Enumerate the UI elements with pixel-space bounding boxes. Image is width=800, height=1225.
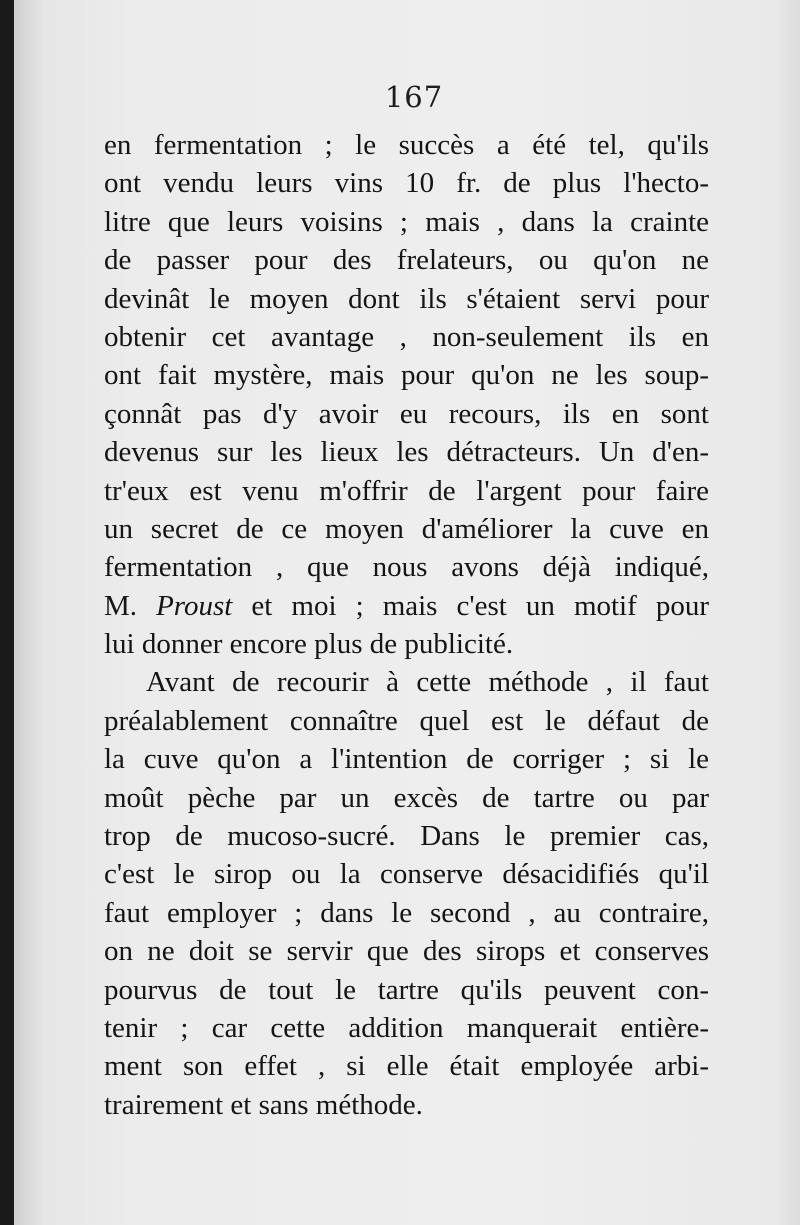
text-line: devinât le moyen dont ils s'étaient servi pour (104, 282, 709, 315)
paragraph-start-line: Avant de recourir à cette méthode , il faut (146, 666, 709, 699)
body-text (104, 126, 709, 1124)
text-line-with-italic-name (104, 587, 709, 625)
text-line: un secret de ce moyen d'améliorer la cuve en (104, 512, 709, 545)
text-line: obtenir cet avantage , non-seulement ils en (104, 320, 709, 353)
text-line: trop de mucoso-sucré. Dans le premier cas, (104, 820, 709, 853)
paragraph-end-line: trairement et sans méthode. (104, 1088, 423, 1121)
text-line: ont fait mystère, mais pour qu'on ne les soup- (104, 359, 709, 392)
text-line: litre que leurs voisins ; mais , dans la crainte (104, 205, 709, 238)
book-page (14, 0, 800, 1225)
text-line: faut employer ; dans le second , au contraire, (104, 896, 709, 929)
text-line: ont vendu leurs vins 10 fr. de plus l'hecto- (104, 167, 709, 200)
text-line: fermentation , que nous avons déjà indiqué, (104, 551, 709, 584)
text-line: tr'eux est venu m'offrir de l'argent pour faire (104, 474, 709, 507)
text-segment: et moi ; mais c'est un motif pour (232, 589, 709, 622)
text-line: c'est le sirop ou la conserve désacidifiés qu'il (104, 858, 709, 891)
text-line: la cuve qu'on a l'intention de corriger ; si le (104, 743, 709, 776)
text-line: pourvus de tout le tartre qu'ils peuvent con- (104, 973, 709, 1006)
text-line: de passer pour des frelateurs, ou qu'on ne (104, 244, 709, 277)
text-line: ment son effet , si elle était employée arbi- (104, 1050, 709, 1083)
text-line: çonnât pas d'y avoir eu recours, ils en sont (104, 397, 709, 430)
text-line: moût pèche par un excès de tartre ou par (104, 781, 709, 814)
text-segment: M. (104, 589, 157, 622)
text-line: préalablement connaître quel est le défaut de (104, 704, 709, 737)
paragraph-end-line: lui donner encore plus de publicité. (104, 628, 514, 661)
italic-name: Proust (156, 589, 233, 622)
text-line: devenus sur les lieux les détracteurs. Un d'en- (104, 436, 709, 469)
page-number: 167 (384, 80, 444, 114)
text-line: en fermentation ; le succès a été tel, qu'ils (104, 129, 709, 161)
text-line: on ne doit se servir que des sirops et conserves (104, 935, 709, 968)
text-line: tenir ; car cette addition manquerait entière- (104, 1011, 709, 1044)
